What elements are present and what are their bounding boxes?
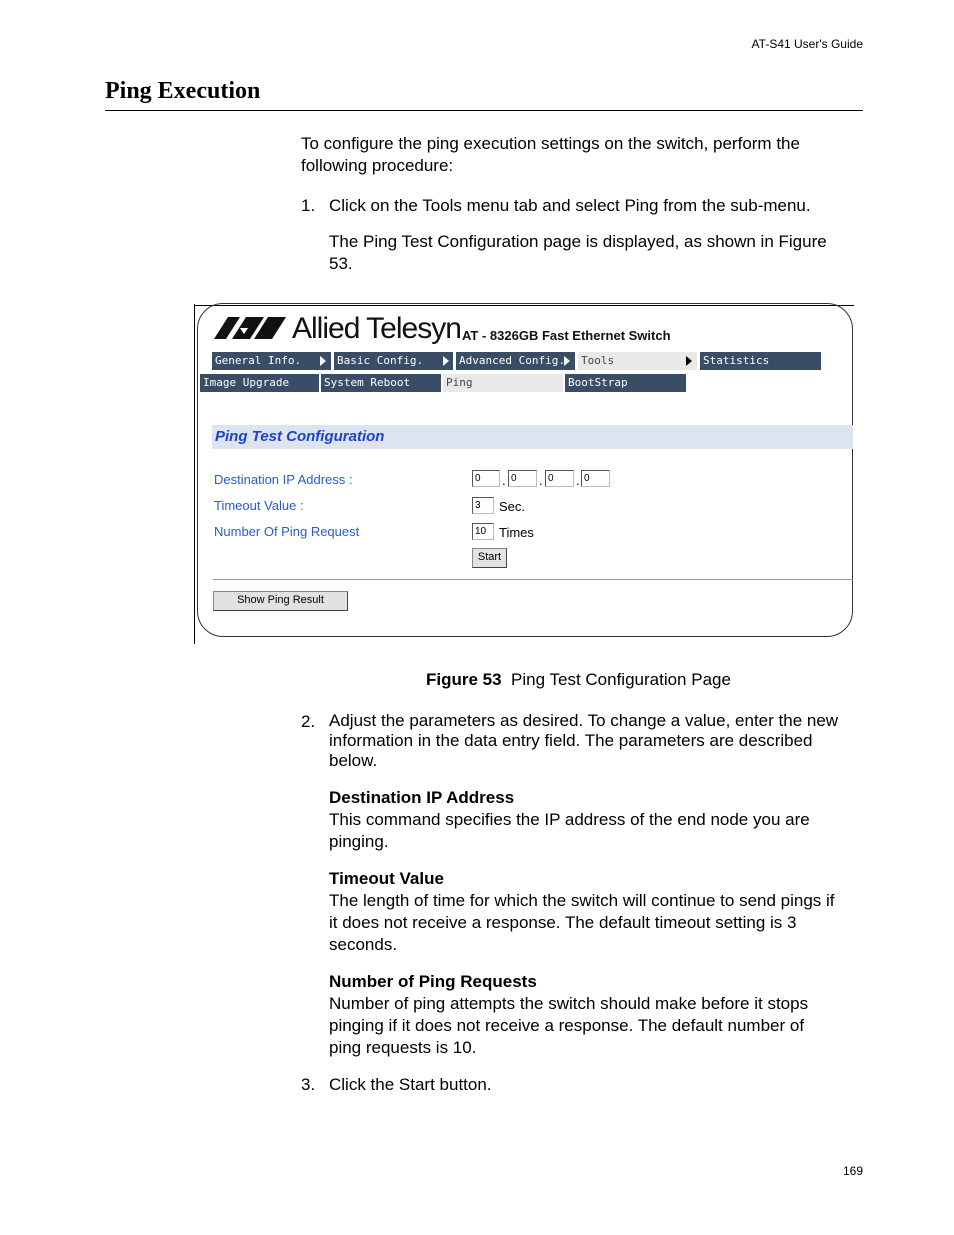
menu-label: Advanced Config. [459, 354, 565, 367]
show-ping-result-button[interactable]: Show Ping Result [213, 591, 348, 611]
param-count-name: Number of Ping Requests [329, 972, 537, 991]
allied-telesyn-logo-icon [214, 316, 288, 340]
submenu-image-upgrade[interactable] [200, 374, 319, 392]
ip-octet-4-input[interactable]: 0 [581, 470, 610, 487]
ip-octet-1-input[interactable]: 0 [472, 470, 500, 487]
submenu-bootstrap[interactable] [565, 374, 686, 392]
param-dest-ip-name: Destination IP Address [329, 788, 515, 807]
menu-basic-config[interactable] [334, 352, 453, 370]
timeout-unit: Sec. [499, 499, 526, 514]
ip-octet-3-input[interactable]: 0 [545, 470, 574, 487]
page-title: Ping Test Configuration [215, 428, 385, 445]
intro-paragraph: To configure the ping execution settings on the switch, perform the following procedure: [301, 134, 800, 175]
ip-separator: . [539, 473, 543, 488]
param-dest-ip-desc: This command specifies the IP address of the end node you are pinging. [329, 810, 810, 851]
submenu-arrow-icon [564, 356, 570, 366]
submenu-arrow-icon [686, 356, 692, 366]
menu-label: Statistics [703, 354, 770, 367]
menu-label: Image Upgrade [203, 376, 290, 389]
timeout-label: Timeout Value : [214, 498, 304, 513]
submenu-arrow-icon [443, 356, 449, 366]
page-number: 169 [842, 1164, 863, 1178]
param-timeout-name: Timeout Value [329, 869, 444, 888]
submenu-system-reboot[interactable] [321, 374, 441, 392]
form-divider [213, 579, 853, 580]
submenu-ping[interactable] [443, 374, 563, 392]
menu-label: Tools [581, 354, 615, 367]
figure-left-border [194, 304, 195, 644]
menu-advanced-config[interactable] [456, 352, 575, 370]
running-header: AT-S41 User's Guide [751, 37, 863, 51]
figure-caption [426, 670, 731, 690]
title-rule [105, 110, 863, 111]
menu-label: Basic Config. [337, 354, 424, 367]
param-count-desc: Number of ping attempts the switch should make before it stops pinging if it does not receive a response. The default number of ping requests is 10. [329, 994, 809, 1057]
ip-separator: . [576, 473, 580, 488]
dest-ip-label: Destination IP Address : [214, 472, 353, 487]
menu-tools[interactable] [578, 352, 697, 370]
menu-statistics[interactable] [700, 352, 821, 370]
figure-caption-label: Figure 53 [426, 670, 502, 689]
figure-caption-text: Ping Test Configuration Page [511, 670, 731, 689]
timeout-input[interactable]: 3 [472, 497, 494, 514]
section-title: Ping Execution [105, 78, 261, 104]
ping-count-input[interactable]: 10 [472, 523, 494, 540]
ip-octet-2-input[interactable]: 0 [508, 470, 537, 487]
start-button[interactable]: Start [472, 548, 507, 568]
param-timeout-desc: The length of time for which the switch will continue to send pings if it does not receive a response. The default timeout setting is 3 seconds. [329, 891, 835, 954]
ip-separator: . [502, 473, 506, 488]
menu-general-info[interactable] [212, 352, 331, 370]
brand-name: Allied Telesyn [292, 312, 461, 345]
ping-count-unit: Times [499, 525, 534, 540]
product-name: AT - 8326GB Fast Ethernet Switch [462, 328, 671, 343]
menu-label: General Info. [215, 354, 302, 367]
step-3-number: 3. [301, 1075, 316, 1094]
step-2-text: Adjust the parameters as desired. To change a value, enter the new information in the data entry field. The parameters are described below. [329, 711, 839, 770]
menu-label: Ping [446, 376, 473, 389]
step-1-number: 1. [301, 196, 316, 215]
ping-count-label: Number Of Ping Request [214, 524, 360, 539]
step-1-result: The Ping Test Configuration page is displayed, as shown in Figure 53. [329, 232, 827, 273]
step-2-number: 2. [301, 712, 316, 731]
menu-label: BootStrap [568, 376, 628, 389]
menu-label: System Reboot [324, 376, 411, 389]
step-3-text: Click the Start button. [329, 1075, 492, 1094]
step-1-text: Click on the Tools menu tab and select Ping from the sub-menu. [329, 196, 811, 215]
submenu-arrow-icon [320, 356, 326, 366]
